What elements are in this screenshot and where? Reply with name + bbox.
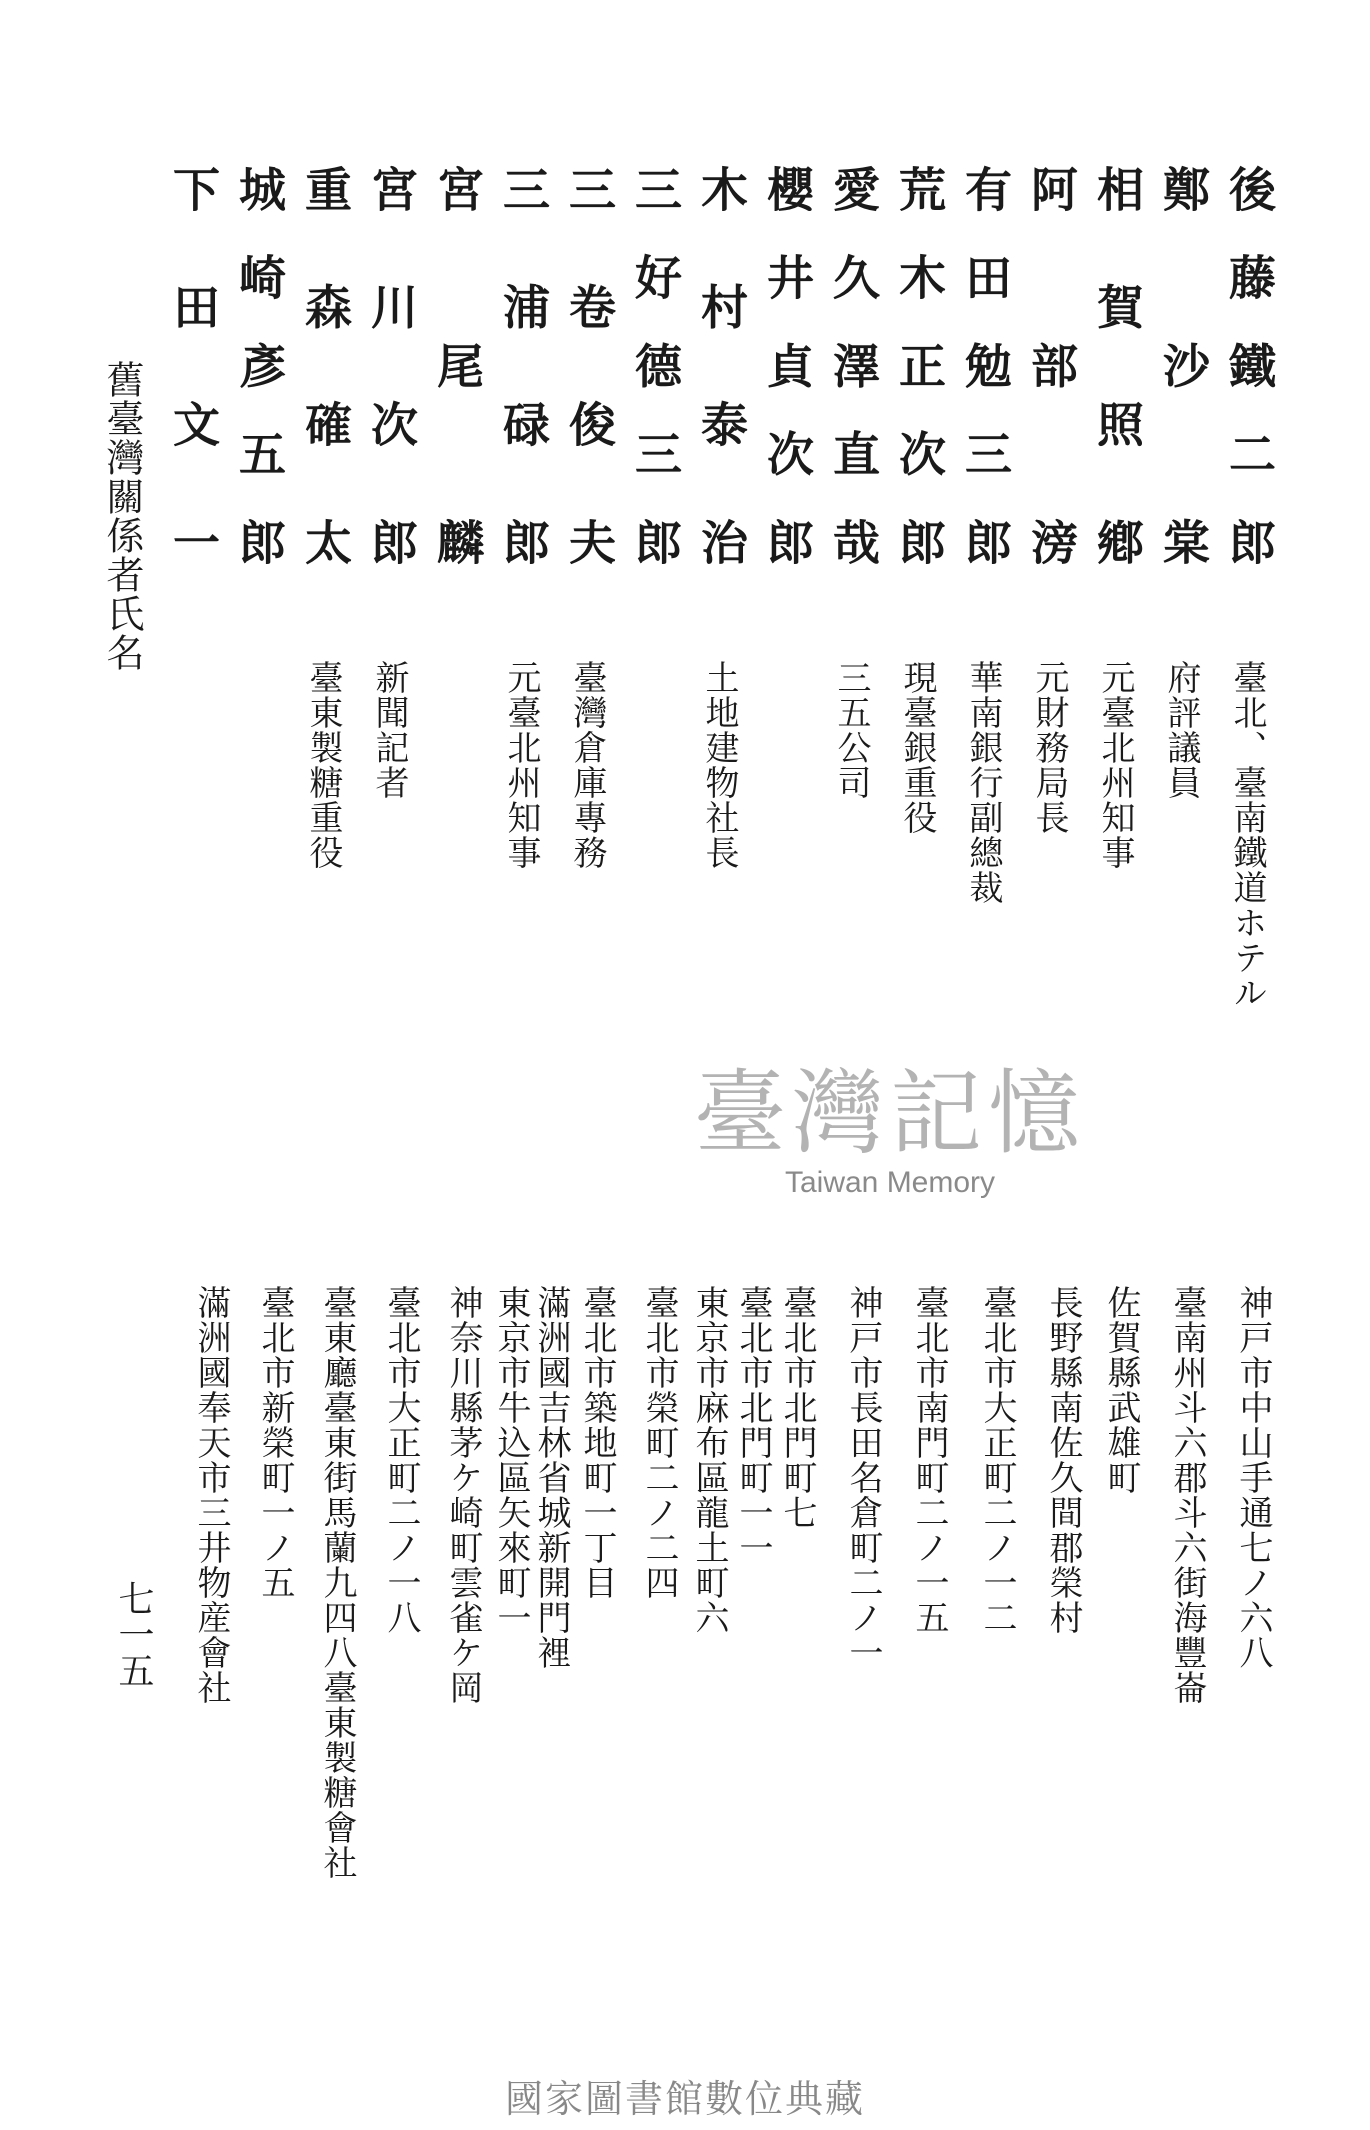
entry-address: 滿洲國奉天市三井物産會社 [191, 1285, 231, 1705]
entry-name: 相賀照鄕 [1089, 165, 1144, 565]
entry-address: 長野縣南佐久間郡榮村 [1043, 1285, 1083, 1635]
running-title: 舊臺灣關係者氏名 [100, 360, 144, 672]
entry-name: 阿部滂 [1023, 165, 1078, 565]
entry-address: 臺北市築地町一丁目 [577, 1285, 617, 1600]
entry-name: 愛久澤直哉 [825, 165, 880, 565]
entry-title: 元財務局長 [1029, 660, 1069, 835]
entry-address: 臺北市北門町七 [777, 1285, 817, 1530]
entry-name: 下田文一 [165, 165, 220, 565]
entry-address: 臺北市榮町二ノ二四 [639, 1285, 679, 1600]
entry-name: 城崎彥五郎 [231, 165, 286, 565]
watermark-logo [665, 1040, 1115, 1200]
entry-address: 臺東廳臺東街馬蘭九四八臺東製糖會社 [317, 1285, 357, 1880]
entry-name: 三好德三郎 [627, 165, 682, 565]
entry-name: 重森確太 [297, 165, 352, 565]
entry-name: 有田勉三郎 [957, 165, 1012, 565]
page-number: 七一五 [113, 1580, 154, 1688]
entry-name: 鄭沙棠 [1155, 165, 1210, 565]
entry-name: 三卷俊夫 [561, 165, 616, 565]
entry-name: 木村泰治 [693, 165, 748, 565]
entry-title: 臺東製糖重役 [303, 660, 343, 870]
entry-address: 東京市麻布區龍土町六 [689, 1285, 729, 1635]
entry-title: 土地建物社長 [699, 660, 739, 870]
entry-title: 元臺北州知事 [501, 660, 541, 870]
entry-address: 東京市牛込區矢來町一 [491, 1285, 531, 1635]
entry-title: 華南銀行副總裁 [963, 660, 1003, 905]
entry-name: 後藤鐵二郎 [1221, 165, 1276, 565]
entry-address: 神戸市長田名倉町二ノ一 [843, 1285, 883, 1670]
entry-address: 神奈川縣茅ケ崎町雲雀ケ岡 [443, 1285, 483, 1705]
entry-name: 三浦碌郎 [495, 165, 550, 565]
entry-address: 臺北市大正町二ノ一二 [977, 1285, 1017, 1635]
entry-address: 佐賀縣武雄町 [1101, 1285, 1141, 1495]
entry-address: 臺北市新榮町一ノ五 [255, 1285, 295, 1600]
footer-credit: 國家圖書館數位典藏 [504, 2077, 865, 2121]
entry-title: 元臺北州知事 [1095, 660, 1135, 870]
entry-name: 宮尾麟 [429, 165, 484, 565]
entry-title: 臺北、臺南鐵道ホテル [1227, 660, 1267, 1010]
entry-title: 新聞記者 [369, 660, 409, 800]
entry-title: 現臺銀重役 [897, 660, 937, 835]
watermark-chinese: 臺灣記憶 [693, 1060, 1086, 1167]
entry-address: 臺北市大正町二ノ一八 [381, 1285, 421, 1635]
entry-name: 宮川次郎 [363, 165, 418, 565]
watermark-english: Taiwan Memory [784, 1166, 996, 1199]
entry-title: 府評議員 [1161, 660, 1201, 800]
entry-address: 臺北市南門町二ノ一五 [909, 1285, 949, 1635]
entry-address: 臺北市北門町一一 [733, 1285, 773, 1565]
entry-title: 三五公司 [831, 660, 871, 800]
entry-address: 神戸市中山手通七ノ六八 [1233, 1285, 1273, 1670]
entry-address: 臺南州斗六郡斗六街海豐崙 [1167, 1285, 1207, 1705]
entry-title: 臺灣倉庫專務 [567, 660, 607, 870]
entry-address: 滿洲國吉林省城新開門裡 [531, 1285, 571, 1670]
entry-name: 荒木正次郎 [891, 165, 946, 565]
entry-name: 櫻井貞次郎 [759, 165, 814, 565]
